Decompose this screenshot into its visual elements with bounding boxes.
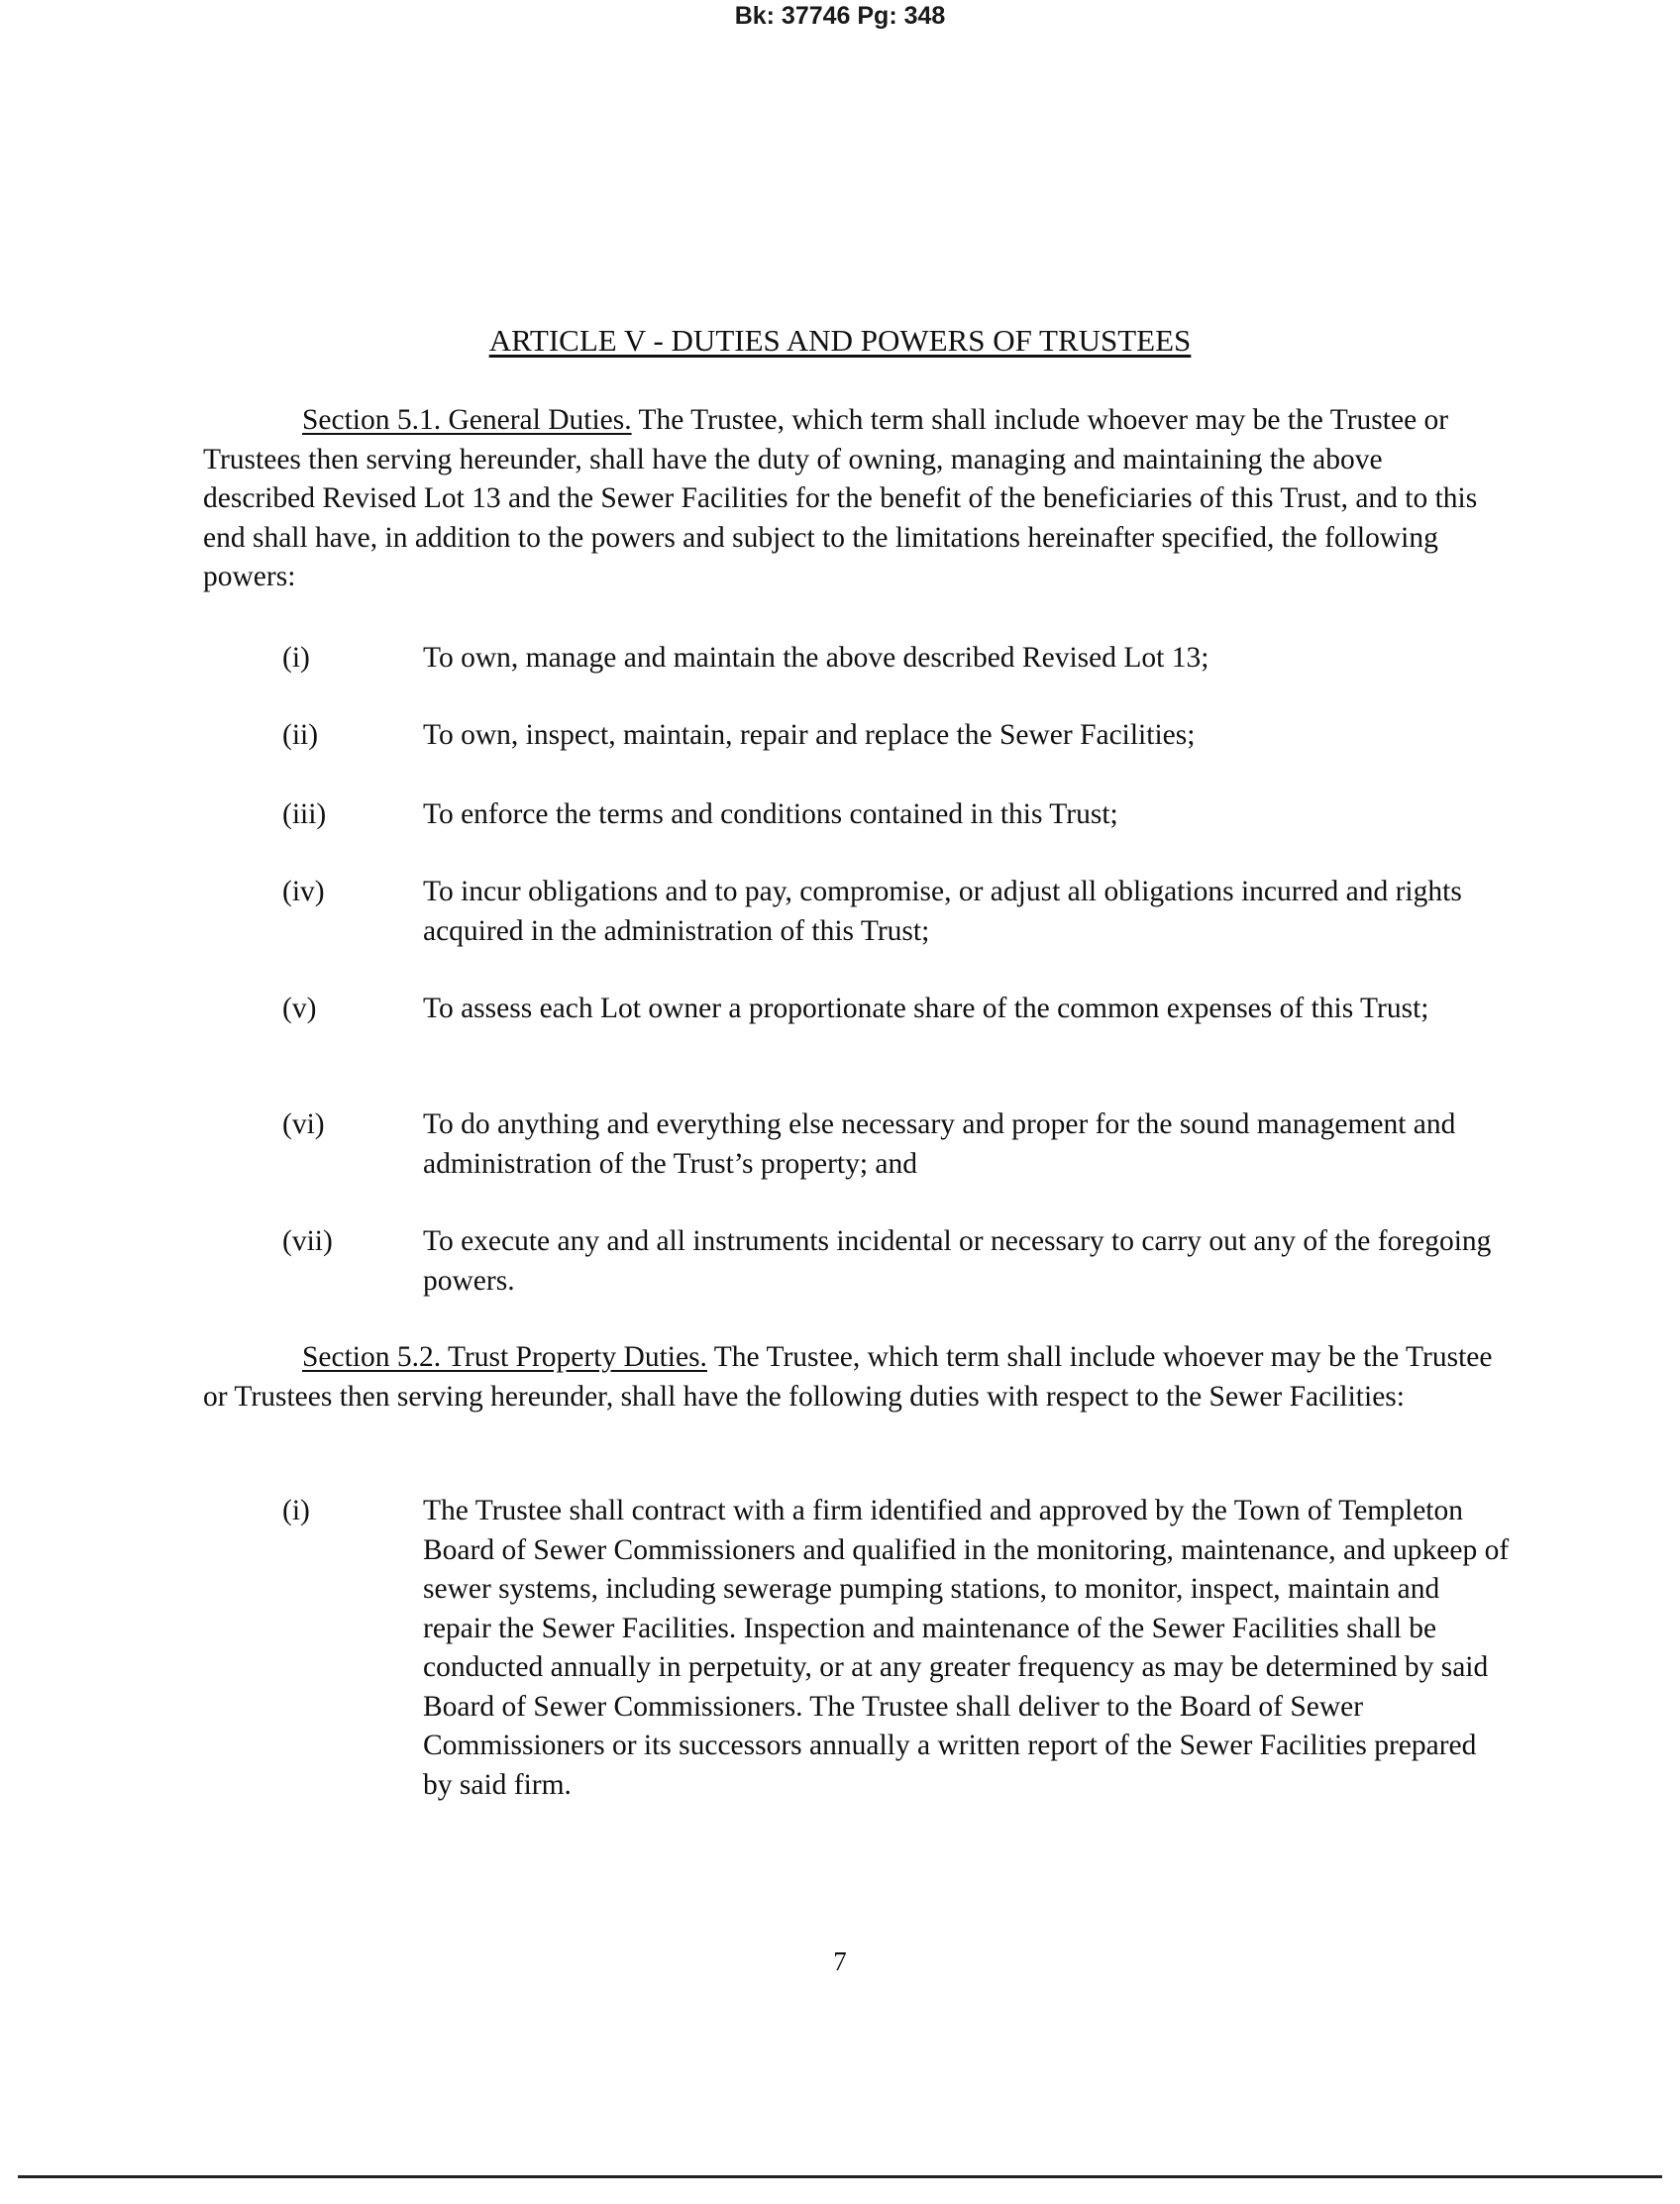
list-item-text: To execute any and all instruments incidental or necessary to carry out any of the foregoing powers. <box>423 1225 1492 1297</box>
bottom-divider <box>18 2175 1662 2178</box>
section-5-1-body: The Trustee, which term shall include whoever may be the Trustee or Trustees then serving hereunder, shall have the duty of owning, managing and maintaining the above described Revised Lot 13 and the Sewer Facilities for the benefit of the beneficiaries of this Trust, and to this end shall have, in addition to the powers and subject to the limitations hereinafter specified, the following powers: <box>203 404 1478 592</box>
list-item-number: (iv) <box>282 876 325 907</box>
section-5-2-paragraph <box>203 1338 1493 1417</box>
list-item-text: The Trustee shall contract with a firm identified and approved by the Town of Templeton Board of Sewer Commissioners and qualified in the monitoring, maintenance, and upkeep of sewer systems, including sewerage pumping stations, to monitor, inspect, maintain and repair the Sewer Facilities. Inspection and maintenance of the Sewer Facilities shall be conducted annually in perpetuity, or at any greater frequency as may be determined by said Board of Sewer Commissioners. The Trustee shall deliver to the Board of Sewer Commissioners or its successors annually a written report of the Sewer Facilities prepared by said firm. <box>423 1495 1510 1801</box>
list-item-number: (v) <box>282 993 317 1024</box>
list-item-text: To enforce the terms and conditions contained in this Trust; <box>423 798 1118 830</box>
list-item-text: To own, inspect, maintain, repair and replace the Sewer Facilities; <box>423 719 1196 751</box>
section-5-1-paragraph <box>203 401 1493 597</box>
page-number: 7 <box>833 1946 847 1976</box>
book-page-stamp: Bk: 37746 Pg: 348 <box>734 2 946 30</box>
list-item-number: (i) <box>282 642 310 674</box>
list-item-number: (i) <box>282 1495 310 1526</box>
list-item-number: (vi) <box>282 1108 325 1140</box>
list-item-text: To assess each Lot owner a proportionate share of the common expenses of this Trust; <box>423 993 1429 1024</box>
list-item-number: (vii) <box>282 1225 333 1257</box>
list-item-text: To do anything and everything else necessary and proper for the sound management and administration of the Trust’s property; and <box>423 1108 1456 1180</box>
section-5-2-body: The Trustee, which term shall include whoever may be the Trustee or Trustees then serving hereunder, shall have the following duties with respect to the Sewer Facilities: <box>203 1341 1493 1413</box>
section-5-1-heading: Section 5.1. General Duties. <box>302 404 632 436</box>
section-5-2-heading: Section 5.2. Trust Property Duties. <box>302 1341 707 1373</box>
list-item-text: To own, manage and maintain the above described Revised Lot 13; <box>423 642 1209 674</box>
list-item-number: (iii) <box>282 798 327 830</box>
article-title: ARTICLE V - DUTIES AND POWERS OF TRUSTEES <box>488 323 1192 358</box>
list-item-text: To incur obligations and to pay, compromise, or adjust all obligations incurred and rights acquired in the administration of this Trust; <box>423 876 1462 947</box>
list-item-number: (ii) <box>282 719 319 751</box>
